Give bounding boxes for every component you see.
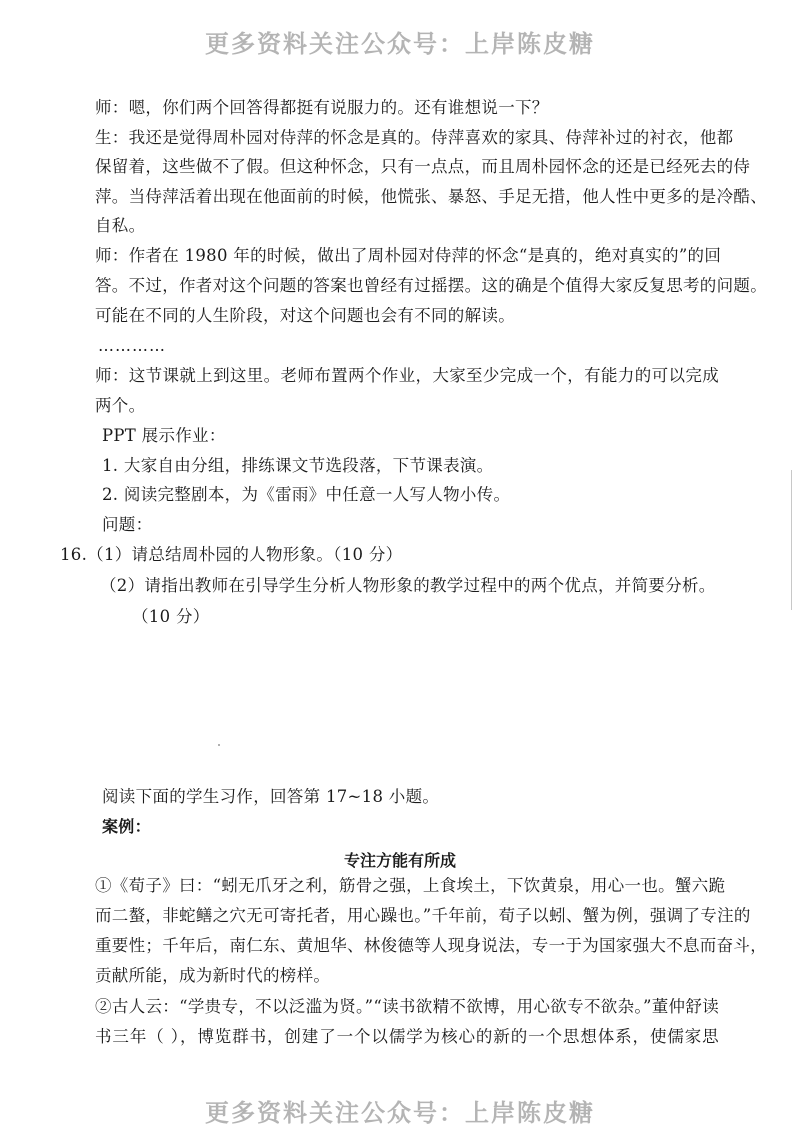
watermark-top: 更多资料关注公众号：上岸陈皮糖 [205, 30, 595, 58]
questions-label: 问题： [102, 515, 153, 534]
essay-p1-line-2: 而二螯，非蛇鳝之穴无可寄托者，用心躁也。”千年前，荀子以蚓、蟹为例，强调了专注的 [95, 906, 751, 925]
student-answer-line-3: 萍。当侍萍活着出现在他面前的时候，他慌张、暴怒、手足无措，他人性中更多的是冷酷、 [95, 187, 767, 206]
teacher-closing-line-2: 两个。 [95, 396, 146, 415]
teacher-answer-line-2: 答。不过，作者对这个问题的答案也曾经有过摇摆。这的确是个值得大家反复思考的问题。 [95, 276, 767, 295]
essay-title: 专注方能有所成 [343, 851, 456, 870]
ppt-heading: PPT 展示作业： [102, 426, 226, 445]
student-answer-line-2: 保留着，这些做不了假。但这种怀念，只有一点点，而且周朴园怀念的还是已经死去的侍 [95, 157, 751, 176]
teacher-question: 师：嗯，你们两个回答得都挺有说服力的。还有谁想说一下？ [95, 98, 549, 117]
student-answer-line-1: 生：我还是觉得周朴园对侍萍的怀念是真的。侍萍喜欢的家具、侍萍补过的衬衣，他都 [95, 128, 734, 147]
essay-p2-line-2: 书三年（ ），博览群书，创建了一个以儒学为核心的新的一个思想体系，使儒家思 [95, 1027, 719, 1046]
ppt-item-1: 1. 大家自由分组，排练课文节选段落，下节课表演。 [102, 456, 494, 475]
essay-p1-line-3: 重要性；千年后，南仁东、黄旭华、林俊德等人现身说法，专一于为国家强大不息而奋斗， [95, 936, 767, 955]
scan-speck [218, 744, 220, 746]
essay-p1-line-1: ①《荀子》曰：“蚓无爪牙之利，筋骨之强，上食埃土，下饮黄泉，用心一也。蟹六跪 [95, 876, 726, 895]
teacher-answer-line-1: 师：作者在 1980 年的时候，做出了周朴园对侍萍的怀念“是真的，绝对真实的”的回 [95, 246, 722, 265]
essay-p1-line-4: 贡献所能，成为新时代的榜样。 [95, 966, 331, 985]
watermark-bottom: 更多资料关注公众号：上岸陈皮糖 [205, 1099, 595, 1127]
essay-p2-line-1: ②古人云：“学贵专，不以泛滥为贤。”“读书欲精不欲博，用心欲专不欲杂。”董仲舒读 [95, 997, 719, 1016]
reading-intro: 阅读下面的学生习作，回答第 17~18 小题。 [102, 787, 440, 806]
question-16-part-2: （2）请指出教师在引导学生分析人物形象的教学过程中的两个优点，并简要分析。 [100, 576, 716, 595]
teacher-answer-line-3: 可能在不同的人生阶段，对这个问题也会有不同的解读。 [95, 306, 515, 325]
ellipsis: ………… [98, 336, 166, 355]
case-label: 案例： [102, 817, 151, 836]
teacher-closing-line-1: 师：这节课就上到这里。老师布置两个作业，大家至少完成一个，有能力的可以完成 [95, 366, 719, 385]
student-answer-line-4: 自私。 [95, 216, 146, 235]
question-16-part-2-score: （10 分） [132, 607, 210, 626]
scan-margin-shadow [791, 470, 792, 610]
question-16-part-1: 16.（1）请总结周朴园的人物形象。（10 分） [60, 545, 403, 564]
ppt-item-2: 2. 阅读完整剧本，为《雷雨》中任意一人写人物小传。 [102, 485, 511, 504]
